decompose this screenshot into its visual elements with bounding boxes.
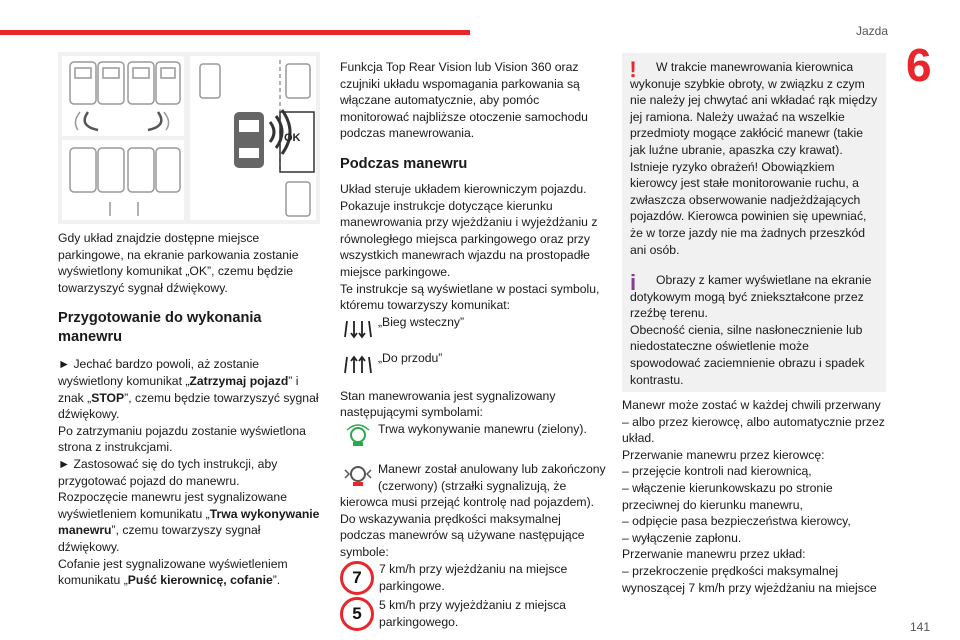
ok-label: OK <box>284 132 301 144</box>
status-cancelled-label: Manewr został anulowany lub zakończony (czerwony) (strzałki sygnalizują, że kierowca musi przejąć kontrolę nad pojazdem). <box>340 461 606 510</box>
step-paragraph: ► Jechać bardzo powoli, aż zostanie wyświetlony komunikat „Zatrzymaj pojazd” i znak „STOP”, czemu będzie towarzyszyć sygnał dźwiękowy. <box>58 357 319 422</box>
speed-limit-5-icon: 5 <box>340 597 374 631</box>
text-line: – wyłączenie zapłonu. <box>622 530 742 545</box>
status-cancelled-row <box>340 461 606 511</box>
text-line: – przejęcie kontroli nad kierownicą, <box>622 464 812 479</box>
symbol-forward-label: „Do przodu” <box>378 350 443 365</box>
symbol-reverse-label: „Bieg wsteczny” <box>378 314 465 329</box>
stop-paragraph: Po zatrzymaniu pojazdu zostanie wyświetlona strona z instrukcjami. <box>58 423 306 455</box>
reverse-arrows-icon <box>340 314 376 344</box>
text-line: – odpięcie pasa bezpieczeństwa kierowcy, <box>622 514 851 529</box>
text-line: Przerwanie manewru przez układ: <box>622 547 806 562</box>
speed-paragraph: Do wskazywania prędkości maksymalnej podczas manewrów są używane następujące symbole: <box>340 511 585 559</box>
status-paragraph: Stan manewrowania jest sygnalizowany następującymi symbolami: <box>340 388 556 420</box>
forward-arrows-icon <box>340 350 376 380</box>
steering-wheel-green-icon <box>340 421 376 451</box>
info-box <box>622 266 886 392</box>
parking-illustration <box>58 52 320 224</box>
section-title: Jazda <box>855 24 888 38</box>
speed-7-row <box>340 561 606 595</box>
interruption-section <box>622 397 888 596</box>
warning-text: W trakcie manewrowania kierownica wykonuje szybkie obroty, w związku z czym nie należy jej chwytać ani wkładać rąk między jej ramiona. Należy uważać na wszelkie przedmioty mogące zakłócić manewr (takie jak luźne ubranie, apaszka czy krawat). Istnieje ryzyko obrażeń! Obowiązkiem kierowcy jest stałe monitorowanie ruchu, a zwłaszcza obserwowanie nadjeżdżających pojazdów. Kierowca powinien się upewniać, że w torze jazdy nie ma żadnych przeszkód ani osób. <box>630 60 878 257</box>
header-accent-bar <box>0 30 470 35</box>
text-line: Manewr może zostać w każdej chwili przerwany – albo przez kierowcę, albo automatycznie przez układ. <box>622 398 885 446</box>
text-line: – przekroczenie prędkości maksymalnej wynoszącej 7 km/h przy wjeżdżaniu na miejsce <box>622 563 877 595</box>
reverse-paragraph: Cofanie jest sygnalizowane wyświetleniem komunikatu „Puść kierownicę, cofanie”. <box>58 556 288 588</box>
warning-box <box>622 53 886 271</box>
steering-wheel-red-icon <box>340 461 376 491</box>
speed-limit-7-icon: 7 <box>340 561 374 595</box>
info-text-light: Obecność cienia, silne nasłonecznienie lub niedostateczne oświetlenie może spowodować zaciemnienie obrazu i spadek kontrastu. <box>630 322 865 387</box>
symbol-forward-row <box>340 350 606 380</box>
start-paragraph: Rozpoczęcie manewru jest sygnalizowane wyświetleniem komunikatu „Trwa wykonywanie manewru”, czemu towarzyszy sygnał dźwiękowy. <box>58 490 320 554</box>
step-paragraph: ► Zastosować się do tych instrukcji, aby przygotować pojazd do manewru. <box>58 456 278 488</box>
status-active-label: Trwa wykonywanie manewru (zielony). <box>378 421 587 436</box>
text-line: – włączenie kierunkowskazu po stronie przeciwnej do kierunku manewru, <box>622 480 833 512</box>
page-number: 141 <box>909 620 930 634</box>
speed-7-label: 7 km/h przy wjeżdżaniu na miejsce parkingowe. <box>379 562 568 594</box>
text-line: Przerwanie manewru przez kierowcę: <box>622 447 825 462</box>
heading-preparation: Przygotowanie do wykonania manewru <box>58 310 262 346</box>
info-text-camera: Obrazy z kamer wyświetlane na ekranie dotykowym mogą być zniekształcone przez rzeźbę terenu. <box>630 273 872 321</box>
intro-paragraph: Funkcja Top Rear Vision lub Vision 360 oraz czujniki układu wspomagania parkowania są włączane automatycznie, aby pomóc monitorować najbliższe otoczenie samochodu podczas manewrowania. <box>340 60 588 141</box>
info-icon: i <box>629 270 637 295</box>
status-active-row <box>340 421 606 451</box>
column-middle <box>340 59 606 631</box>
column-left <box>58 230 324 589</box>
symbol-reverse-row <box>340 314 606 344</box>
chapter-number: 6 <box>906 39 932 91</box>
speed-5-label: 5 km/h przy wyjeżdżaniu z miejsca parkingowego. <box>379 598 566 630</box>
warning-icon: ! <box>629 57 637 82</box>
intro-paragraph: Gdy układ znajdzie dostępne miejsce parkingowe, na ekranie parkowania zostanie wyświetlony komunikat „OK”, czemu będzie towarzyszyć sygnał dźwiękowy. <box>58 231 299 295</box>
instruction-paragraph: Te instrukcje są wyświetlane w postaci symbolu, któremu towarzyszy komunikat: <box>340 281 600 313</box>
heading-during: Podczas manewru <box>340 155 468 172</box>
speed-5-row <box>340 597 606 631</box>
control-paragraph: Układ steruje układem kierowniczym pojazdu. Pokazuje instrukcje dotyczące kierunku manewrowania przy wjeżdżaniu i wyjeżdżaniu z równoległego miejsca parkingowego oraz przy wszystkich manewrach wjazdu na prostopadłe miejsce parkingowe. <box>340 181 598 279</box>
